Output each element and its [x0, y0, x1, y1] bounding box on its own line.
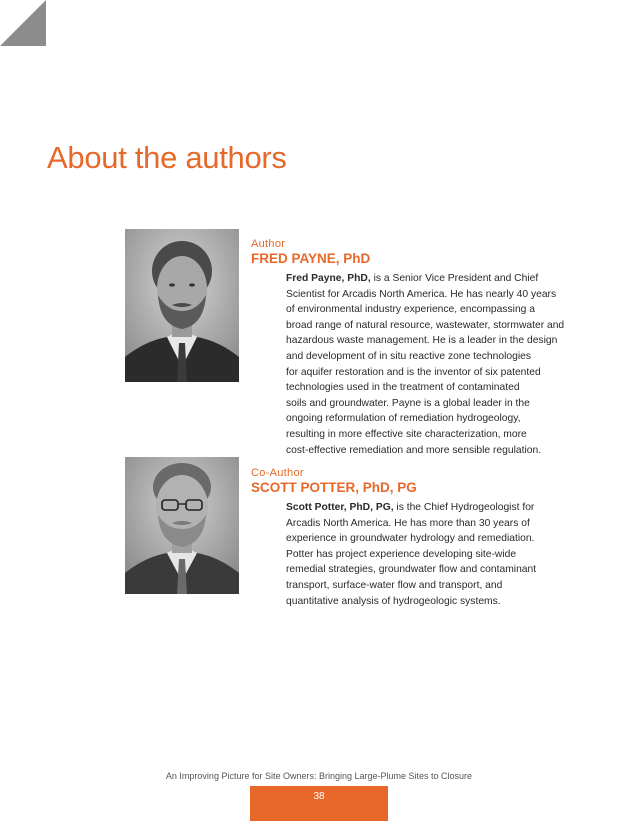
author-bio-line: hazardous waste management. He is a leader in the design — [286, 335, 558, 347]
coauthor-bio-line: transport, surface-water flow and transport, and — [286, 579, 503, 591]
coauthor-bio-line: experience in groundwater hydrology and remediation. — [286, 533, 535, 545]
author-name: FRED PAYNE, PhD — [251, 251, 371, 266]
page-number: 38 — [313, 791, 325, 802]
author-bio-line: for aquifer restoration and is the inventor of six patented — [286, 366, 541, 378]
author-bio-line: technologies used in the treatment of contaminated — [286, 382, 520, 394]
coauthor-bio-lead: Scott Potter, PhD, PG, — [286, 502, 394, 513]
coauthor-bio-line: is the Chief Hydrogeologist for — [393, 502, 535, 513]
coauthor-bio-line: Potter has project experience developing site-wide — [286, 548, 517, 560]
author-photo-fred-payne — [125, 229, 239, 382]
coauthor-bio-line: quantitative analysis of hydrogeologic systems. — [286, 595, 501, 607]
coauthor-bio-line: remedial strategies, groundwater flow and contaminant — [286, 564, 537, 576]
author-role-label: Author — [251, 238, 286, 250]
coauthor-role-label: Co-Author — [251, 467, 304, 479]
author-bio-line: ongoing reformulation of remediation hydrogeology, — [286, 413, 521, 425]
author-bio-line: cost-effective remediation and more sensible regulation. — [286, 444, 542, 456]
author-bio-line: Scientist for Arcadis North America. He has nearly 40 years — [286, 288, 557, 300]
page-number-badge — [250, 786, 388, 821]
author-bio-lead: Fred Payne, PhD, — [286, 273, 371, 284]
coauthor-bio — [286, 500, 596, 609]
coauthor-name: SCOTT POTTER, PhD, PG — [251, 480, 417, 495]
author-bio-line: of environmental industry experience, encompassing a — [286, 304, 535, 316]
coauthor-bio-line: Arcadis North America. He has more than 30 years of — [286, 517, 530, 529]
corner-fold-decoration — [0, 0, 46, 46]
footer-publication-title: An Improving Picture for Site Owners: Bringing Large-Plume Sites to Closure — [165, 771, 473, 781]
author-bio — [286, 271, 596, 458]
author-bio-line: is a Senior Vice President and Chief — [370, 273, 539, 284]
page-title: About the authors — [47, 140, 287, 175]
author-bio-line: soils and groundwater. Payne is a global leader in the — [286, 397, 530, 409]
author-bio-line: and development of in situ reactive zone technologies — [286, 350, 531, 362]
coauthor-photo-scott-potter — [125, 457, 239, 594]
author-bio-line: resulting in more effective site characterization, more — [286, 428, 527, 440]
author-bio-line: broad range of natural resource, wastewater, stormwater and — [286, 319, 565, 331]
